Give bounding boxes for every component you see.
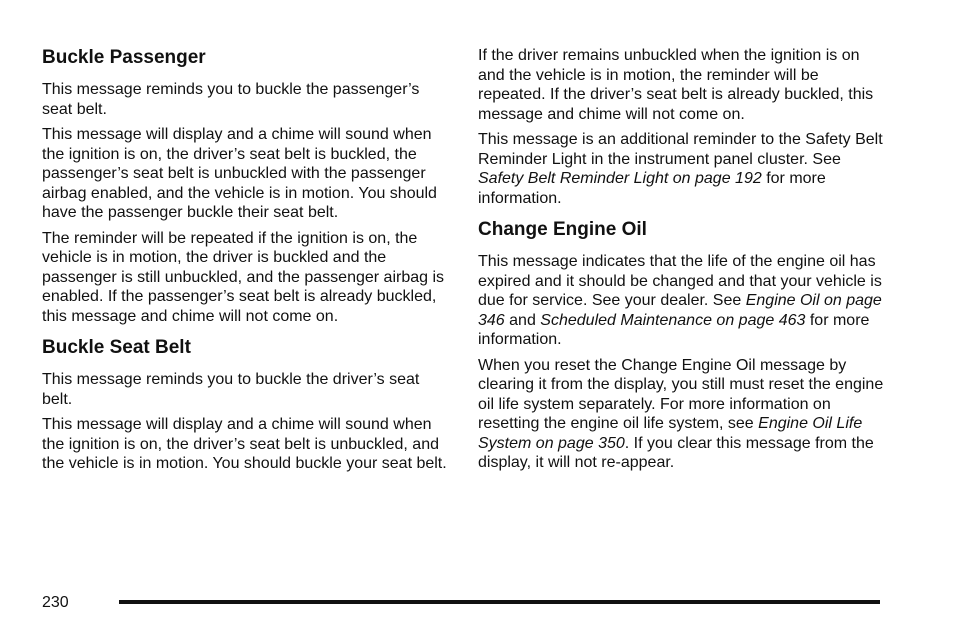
heading-buckle-passenger: Buckle Passenger: [42, 47, 206, 68]
paragraph: If the driver remains unbuckled when the ignition is on and the vehicle is in motion, the reminder will be repeated. If the driver’s seat belt is already buckled, this message and chime will not come on.: [478, 47, 874, 123]
paragraph: The reminder will be repeated if the ignition is on, the vehicle is in motion, the driver is buckled and the passenger is still unbuckled, and the passenger airbag is enabled. If the passenger’s seat belt is already buckled, this message and chime will not come on.: [42, 229, 445, 325]
left-column: [42, 44, 452, 480]
right-column: [478, 46, 888, 479]
paragraph: [478, 130, 888, 208]
cross-reference: Engine Oil Life System on page 350: [478, 415, 863, 452]
text: for more information.: [478, 311, 870, 348]
text: When you reset the Change Engine Oil message by clearing it from the display, you still must reset the engine oil life system separately. For more information on resetting the engine oil life system, see: [478, 356, 884, 432]
page-number: 230: [42, 594, 69, 611]
cross-reference: Safety Belt Reminder Light on page 192: [478, 170, 762, 187]
paragraph: This message reminds you to buckle the passenger’s seat belt.: [42, 81, 420, 118]
text: This message indicates that the life of the engine oil has expired and it should be changed and that your vehicle is due for service. See your dealer. See: [478, 253, 882, 309]
text: for more information.: [478, 170, 826, 207]
heading-change-engine-oil: Change Engine Oil: [478, 219, 647, 240]
text: This message is an additional reminder to the Safety Belt Reminder Light in the instrument panel cluster. See: [478, 131, 883, 168]
paragraph: This message will display and a chime will sound when the ignition is on, the driver’s seat belt is buckled, the passenger’s seat belt is unbuckled with the passenger airbag enabled, and the vehicle is in motion. You should have the passenger buckle their seat belt.: [42, 126, 437, 221]
footer-rule: [119, 600, 880, 604]
heading-buckle-seat-belt: Buckle Seat Belt: [42, 337, 191, 358]
paragraph: This message will display and a chime will sound when the ignition is on, the driver’s seat belt is unbuckled, and the vehicle is in motion. You should buckle your seat belt.: [42, 416, 447, 472]
text: . If you clear this message from the display, it will not re-appear.: [478, 434, 874, 471]
cross-reference: Scheduled Maintenance on page 463: [540, 311, 806, 329]
text: and: [504, 311, 541, 329]
paragraph: [478, 356, 888, 473]
paragraph: This message reminds you to buckle the driver’s seat belt.: [42, 371, 420, 408]
cross-reference: Engine Oil on page 346: [478, 292, 882, 329]
paragraph: [478, 252, 888, 350]
